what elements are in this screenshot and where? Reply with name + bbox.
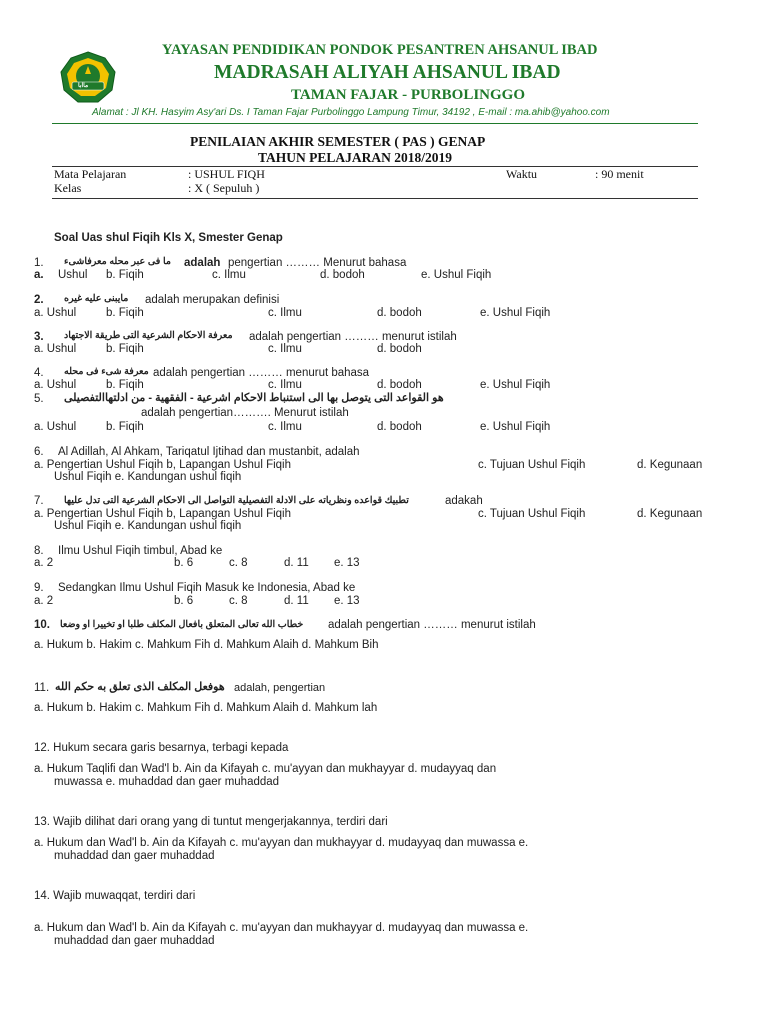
- q1-arabic: ما فى عبر محله معرفاشىء: [64, 256, 171, 267]
- q3-text: adalah pengertian ……… menurut istilah: [249, 331, 457, 343]
- q2-option-e: e. Ushul Fiqih: [480, 307, 551, 319]
- q7-options-line1: a. Pengertian Ushul Fiqih b, Lapangan Ushul Fiqih: [34, 508, 291, 520]
- q3-option-c: c. Ilmu: [268, 343, 302, 355]
- q14-options-line2: muhaddad dan gaer muhaddad: [54, 935, 215, 947]
- q6-options-line1: a. Pengertian Ushul Fiqih b, Lapangan Ushul Fiqih: [34, 459, 291, 471]
- subject-label: Mata Pelajaran: [54, 167, 127, 181]
- q1-keyword: adalah: [184, 257, 221, 269]
- q12-options-line1: a. Hukum Taqlifi dan Wad'l b. Ain da Kifayah c. mu'ayyan dan mukhayyar d. mudayyaq dan: [34, 763, 497, 775]
- q7-option-c: c. Tujuan Ushul Fiqih: [478, 508, 586, 520]
- q6-number: 6.: [34, 446, 44, 458]
- q14-text: 14. Wajib muwaqqat, terdiri dari: [34, 890, 196, 902]
- q1-option-e: e. Ushul Fiqih: [421, 269, 492, 281]
- q5-option-a: a. Ushul: [34, 421, 77, 433]
- q9-option-b: b. 6: [174, 595, 194, 607]
- q3-option-d: d. bodoh: [377, 343, 422, 355]
- q6-options-line2: Ushul Fiqih e. Kandungan ushul fiqih: [54, 471, 242, 483]
- q7-options-line2: Ushul Fiqih e. Kandungan ushul fiqih: [54, 520, 242, 532]
- q6-option-c: c. Tujuan Ushul Fiqih: [478, 459, 586, 471]
- school-name: MADRASAH ALIYAH AHSANUL IBAD: [214, 62, 561, 83]
- exam-bottom-rule: [52, 198, 698, 199]
- q4-text: adalah pengertian ……… menurut bahasa: [153, 367, 370, 379]
- time-label: Waktu: [506, 167, 538, 181]
- q3-arabic: معرفة الاحكام الشرعية التى طريقة الاجتهاد: [64, 330, 233, 341]
- q4-number: 4.: [34, 367, 44, 379]
- q8-option-c: c. 8: [229, 557, 248, 569]
- q11-text: adalah, pengertian: [234, 682, 326, 694]
- q7-text: adakah: [445, 495, 483, 507]
- q2-number: 2.: [34, 294, 44, 306]
- logo-emblem-icon: [58, 50, 118, 106]
- q1-option-a-letter: a.: [34, 269, 44, 281]
- q2-option-d: d. bodoh: [377, 307, 422, 319]
- q3-option-a: a. Ushul: [34, 343, 77, 355]
- q5-number: 5.: [34, 393, 44, 405]
- q13-options-line2: muhaddad dan gaer muhaddad: [54, 850, 215, 862]
- q4-option-a: a. Ushul: [34, 379, 77, 391]
- school-location: TAMAN FAJAR - PURBOLINGGO: [291, 87, 526, 103]
- q2-option-b: b. Fiqih: [106, 307, 144, 319]
- logo-text: ماابا: [78, 83, 89, 89]
- q8-option-a: a. 2: [34, 557, 54, 569]
- q4-option-b: b. Fiqih: [106, 379, 144, 391]
- q9-option-c: c. 8: [229, 595, 248, 607]
- q2-option-c: c. Ilmu: [268, 307, 302, 319]
- q10-text: adalah pengertian ……… menurut istilah: [328, 619, 536, 631]
- q8-number: 8.: [34, 545, 44, 557]
- q6-option-d: d. Kegunaan: [637, 459, 703, 471]
- q10-options: a. Hukum b. Hakim c. Mahkum Fih d. Mahkum Alaih d. Mahkum Bih: [34, 639, 379, 651]
- exam-year: TAHUN PELAJARAN 2018/2019: [258, 150, 453, 165]
- q11-arabic: هوفعل المكلف الذى تعلق به حكم الله: [55, 681, 225, 693]
- exam-title: PENILAIAN AKHIR SEMESTER ( PAS ) GENAP: [190, 134, 486, 149]
- q7-arabic: تطبيك قواعده ونظرياته على الادلة التفصيلية التواصل الى الاحكام الشرعية التى تدل عليها: [64, 495, 409, 506]
- q8-option-b: b. 6: [174, 557, 194, 569]
- section-title: Soal Uas shul Fiqih Kls X, Smester Genap: [54, 232, 283, 244]
- header-divider: [52, 123, 698, 124]
- q4-option-c: c. Ilmu: [268, 379, 302, 391]
- foundation-name: YAYASAN PENDIDIKAN PONDOK PESANTREN AHSANUL IBAD: [162, 42, 598, 58]
- q10-arabic: خطاب الله تعالى المتعلق بافعال المكلف طلبا او تخييرا او وضعا: [60, 619, 304, 630]
- q11-number: 11.: [34, 682, 50, 694]
- q14-options-line1: a. Hukum dan Wad'l b. Ain da Kifayah c. mu'ayyan dan mukhayyar d. mudayyaq dan muwassa e.: [34, 922, 529, 934]
- q2-text: adalah merupakan definisi: [145, 294, 280, 306]
- class-value: : X ( Sepuluh ): [188, 181, 260, 195]
- q12-options-line2: muwassa e. muhaddad dan gaer muhaddad: [54, 776, 280, 788]
- q2-option-a: a. Ushul: [34, 307, 77, 319]
- q1-number: 1.: [34, 257, 44, 269]
- q7-number: 7.: [34, 495, 44, 507]
- q13-options-line1: a. Hukum dan Wad'l b. Ain da Kifayah c. mu'ayyan dan mukhayyar d. mudayyaq dan muwassa e.: [34, 837, 529, 849]
- q9-number: 9.: [34, 582, 44, 594]
- q9-option-a: a. 2: [34, 595, 54, 607]
- time-value: : 90 menit: [595, 167, 644, 181]
- subject-value: : USHUL FIQH: [188, 167, 265, 181]
- class-label: Kelas: [54, 181, 82, 195]
- q4-arabic: معرفة شىء فى محله: [64, 366, 149, 377]
- q4-option-d: d. bodoh: [377, 379, 422, 391]
- q5-option-b: b. Fiqih: [106, 421, 144, 433]
- q1-option-d: d. bodoh: [320, 269, 365, 281]
- q5-option-c: c. Ilmu: [268, 421, 302, 433]
- school-logo: [58, 50, 118, 106]
- q4-option-e: e. Ushul Fiqih: [480, 379, 551, 391]
- q5-option-d: d. bodoh: [377, 421, 422, 433]
- q1-option-b: b. Fiqih: [106, 269, 144, 281]
- q9-option-d: d. 11: [284, 595, 309, 607]
- school-address: Alamat : Jl KH. Hasyim Asy'ari Ds. I Taman Fajar Purbolinggo Lampung Timur, 34192 , E-mail : ma.ahib@yahoo.com: [92, 107, 610, 118]
- q8-option-d: d. 11: [284, 557, 309, 569]
- q3-number: 3.: [34, 331, 44, 343]
- q9-text: Sedangkan Ilmu Ushul Fiqih Masuk ke Indonesia, Abad ke: [58, 582, 356, 594]
- q1-text: pengertian ……… Menurut bahasa: [228, 257, 407, 269]
- q1-option-c: c. Ilmu: [212, 269, 246, 281]
- q5-text: adalah pengertian………. Menurut istilah: [141, 407, 349, 419]
- q8-text: Ilmu Ushul Fiqih timbul, Abad ke: [58, 545, 223, 557]
- q13-text: 13. Wajib dilihat dari orang yang di tuntut mengerjakannya, terdiri dari: [34, 816, 388, 828]
- q1-option-a: Ushul: [58, 269, 88, 281]
- q9-option-e: e. 13: [334, 595, 360, 607]
- q5-arabic: هو القواعد التى يتوصل بها الى استنباط الاحكام اشرعية - الفقهية - من ادلتهاالتفصيلى: [64, 392, 444, 404]
- q7-option-d: d. Kegunaan: [637, 508, 703, 520]
- q2-arabic: مايبنى عليه غيره: [64, 293, 129, 304]
- q11-options: a. Hukum b. Hakim c. Mahkum Fih d. Mahkum Alaih d. Mahkum lah: [34, 702, 378, 714]
- q3-option-b: b. Fiqih: [106, 343, 144, 355]
- q8-option-e: e. 13: [334, 557, 360, 569]
- q12-text: 12. Hukum secara garis besarnya, terbagi kepada: [34, 742, 289, 754]
- q5-option-e: e. Ushul Fiqih: [480, 421, 551, 433]
- q6-text: Al Adillah, Al Ahkam, Tariqatul Ijtihad dan mustanbit, adalah: [58, 446, 360, 458]
- q10-number: 10.: [34, 619, 50, 631]
